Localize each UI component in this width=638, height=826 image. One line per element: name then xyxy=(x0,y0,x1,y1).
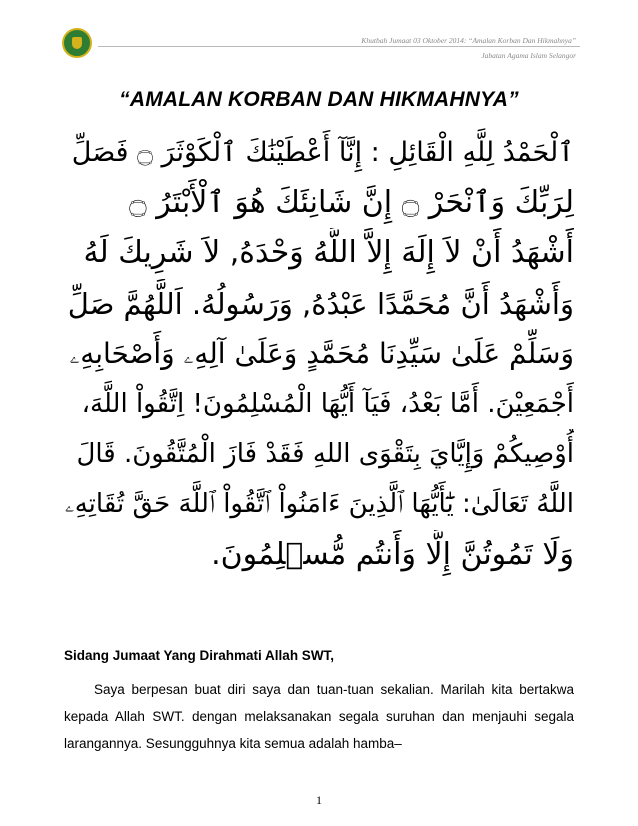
page-header xyxy=(0,0,638,80)
arabic-text-block xyxy=(64,128,574,580)
body-paragraph: Saya berpesan buat diri saya dan tuan-tuan sekalian. Marilah kita bertakwa kepada Allah SWT. dengan melaksanakan segala suruhan dan menjauhi segala larangannya. Sesungguhnya kita semua adalah hamba– xyxy=(64,682,574,751)
header-organization: Jabatan Agama Islam Selangor xyxy=(481,51,576,60)
arabic-line-3: أَشْهَدُ أَنْ لاَ إِلَهَ إِلاَّ اللَّهُ وَحْدَهُ, لاَ شَرِيكَ لَهُ xyxy=(83,235,574,271)
greeting-heading: Sidang Jumaat Yang Dirahmati Allah SWT, xyxy=(64,648,335,663)
jais-emblem-icon xyxy=(62,28,92,58)
arabic-line-5: وَسَلِّمْ عَلَىٰ سَيِّدِنَا مُحَمَّدٍ وَعَلَىٰ آلِهِۦ وَأَصْحَابِهِۦ xyxy=(69,336,574,370)
header-sermon-title: Khutbah Jumaat 03 Oktober 2014: “Amalan Korban Dan Hikmahnya” xyxy=(361,36,576,45)
arabic-line-8: اللَّهُ تَعَالَىٰ: يَٰٓأَيُّهَا ٱلَّذِينَ ءَامَنُواْ ٱتَّقُواْ ٱللَّهَ حَقَّ تُقَاتِهِۦ xyxy=(64,489,574,520)
arabic-line-9: وَلَا تَمُوتُنَّ إِلَّا وَأَنتُم مُّسۡلِمُونَ. xyxy=(211,536,574,572)
arabic-line-1-text: ٱلْحَمْدُ لِلَّهِ الْقَائِلِ : إِنَّآ أَعْطَيْنَٰكَ ٱلْكَوْثَرَ ۝ فَصَلِّ xyxy=(71,137,574,168)
arabic-line-7: أُوْصِيكُمْ وَإِيَّايَ بِتَقْوَى اللهِ فَقَدْ فَازَ الْمُتَّقُونَ. قَالَ xyxy=(76,439,574,470)
arabic-line-2-text: لِرَبِّكَ وَٱنْحَرْ ۝ إِنَّ شَانِئَكَ هُوَ ٱلْأَبْتَرُ ۝ xyxy=(129,185,574,221)
arabic-line-2 xyxy=(64,178,574,228)
arabic-line-4: وَأَشْهَدُ أَنَّ مُحَمَّدًا عَبْدُهُ, وَرَسُولُهُ. اَللَّهُمَّ صَلِّ xyxy=(67,286,574,321)
document-title: “AMALAN KORBAN DAN HIKMAHNYA” xyxy=(119,88,519,111)
arabic-line-1 xyxy=(64,128,574,178)
arabic-line-6: أَجْمَعِيْنَ. أَمَّا بَعْدُ، فَيَآ أَيُّهَا الْمُسْلِمُونَ! اِتَّقُواْ اللَّهَ، xyxy=(81,388,574,419)
header-divider xyxy=(98,46,580,47)
page-number: 1 xyxy=(316,793,322,807)
